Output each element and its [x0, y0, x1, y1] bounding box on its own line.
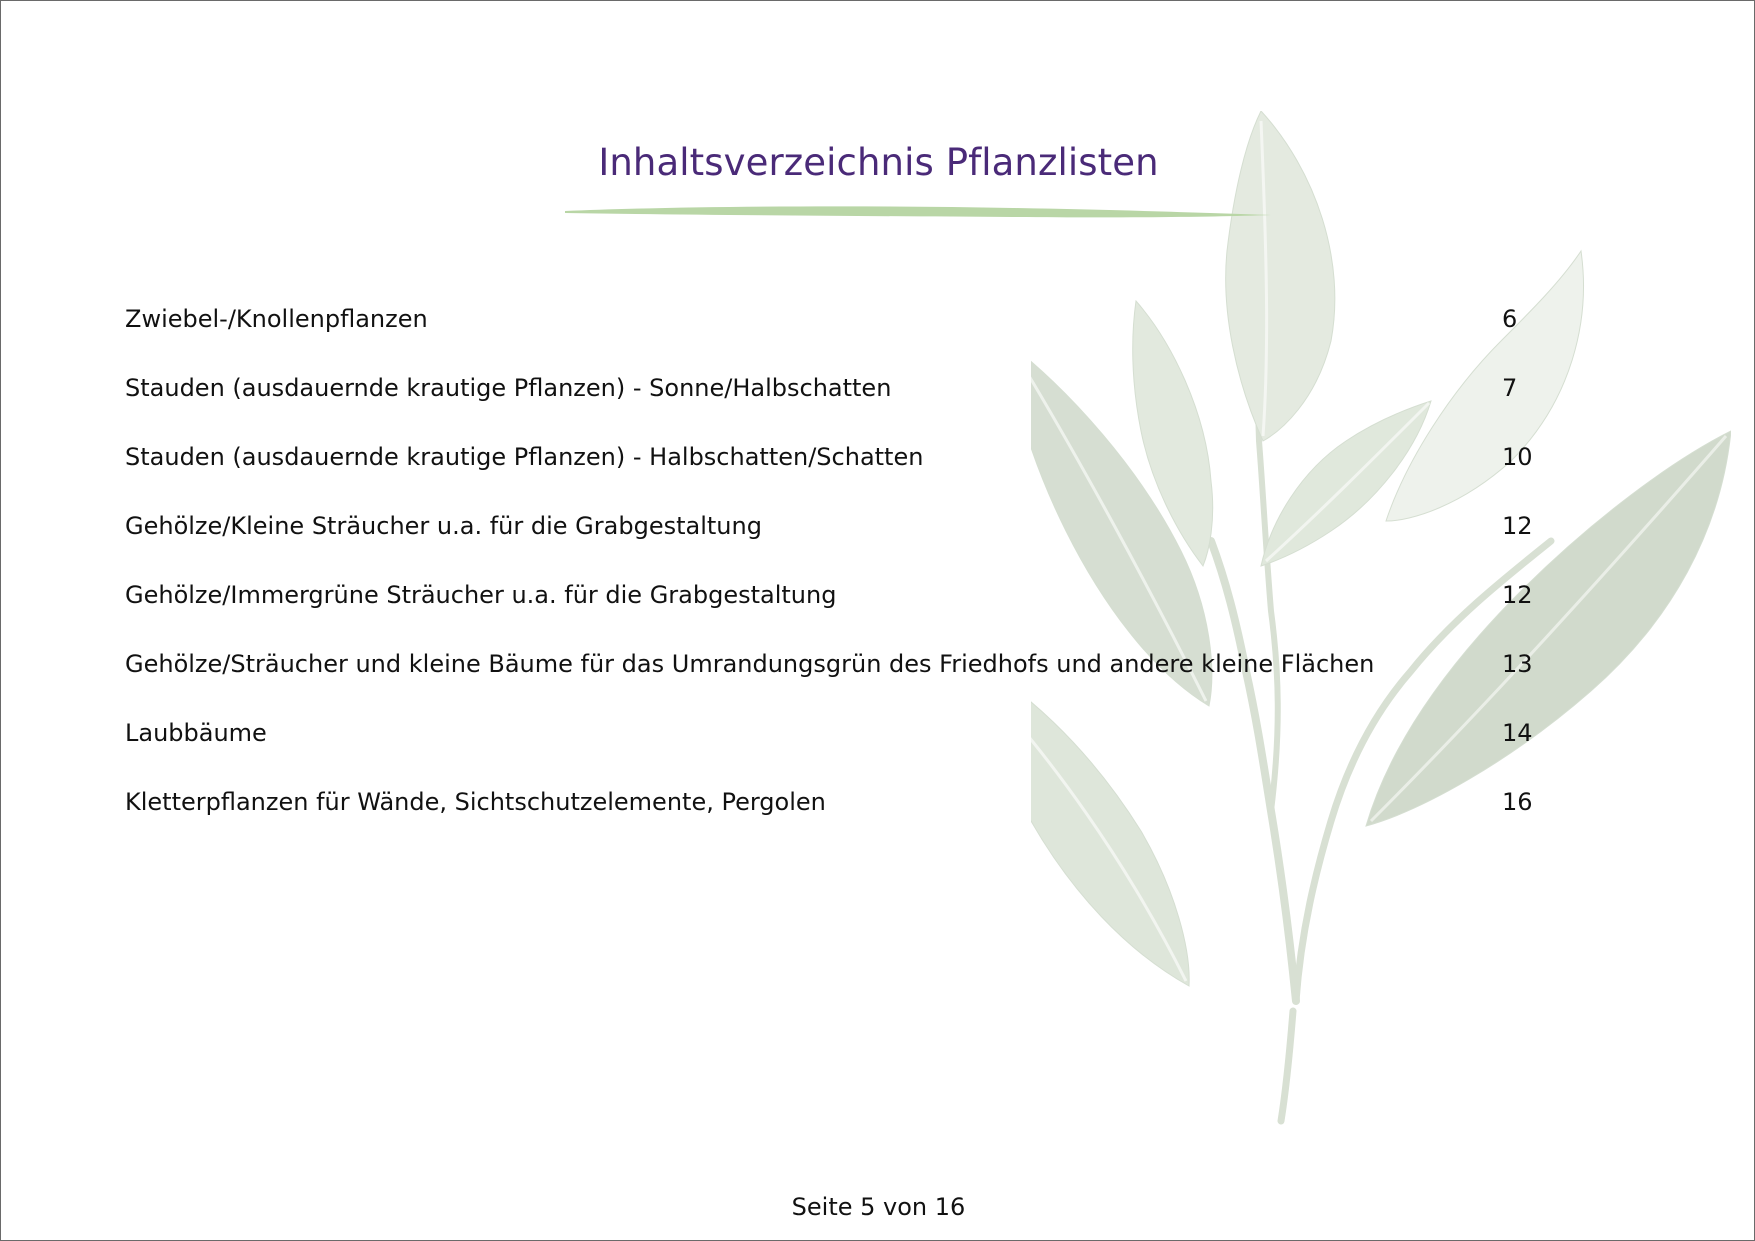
- toc-entry-page-number: 12: [1502, 581, 1533, 609]
- toc-entry[interactable]: [125, 370, 1545, 439]
- toc-entry[interactable]: [125, 646, 1545, 715]
- toc-entry-page-number: 10: [1502, 443, 1533, 471]
- toc-entry-page-number: 7: [1502, 374, 1518, 402]
- page-title: Inhaltsverzeichnis Pflanzlisten: [598, 141, 1159, 184]
- toc-entry[interactable]: [125, 301, 1545, 370]
- toc-entry-label: Kletterpflanzen für Wände, Sichtschutzelemente, Pergolen: [125, 788, 826, 816]
- toc-entry-label: Laubbäume: [125, 719, 267, 747]
- toc-entry[interactable]: [125, 508, 1545, 577]
- toc-entry-page-number: 12: [1502, 512, 1533, 540]
- toc-entry-label: Gehölze/Sträucher und kleine Bäume für das Umrandungsgrün des Friedhofs und andere kleine Flächen: [125, 650, 1375, 678]
- toc-entry[interactable]: [125, 784, 1545, 853]
- toc-entry-page-number: 13: [1502, 650, 1533, 678]
- toc-entry-page-number: 14: [1502, 719, 1533, 747]
- page-footer: Seite 5 von 16: [791, 1193, 966, 1221]
- toc-entry-label: Gehölze/Kleine Sträucher u.a. für die Grabgestaltung: [125, 512, 762, 540]
- toc-entry-label: Stauden (ausdauernde krautige Pflanzen) - Sonne/Halbschatten: [125, 374, 892, 402]
- toc-entry[interactable]: [125, 577, 1545, 646]
- toc-entry-label: Zwiebel-/Knollenpflanzen: [125, 305, 428, 333]
- title-underline-decoration: [563, 203, 1273, 223]
- toc-entry[interactable]: [125, 715, 1545, 784]
- toc-entry-label: Stauden (ausdauernde krautige Pflanzen) - Halbschatten/Schatten: [125, 443, 924, 471]
- toc-entry-page-number: 16: [1502, 788, 1533, 816]
- toc-entry-label: Gehölze/Immergrüne Sträucher u.a. für die Grabgestaltung: [125, 581, 837, 609]
- toc-entry-page-number: 6: [1502, 305, 1518, 333]
- table-of-contents: [125, 301, 1545, 853]
- toc-entry[interactable]: [125, 439, 1545, 508]
